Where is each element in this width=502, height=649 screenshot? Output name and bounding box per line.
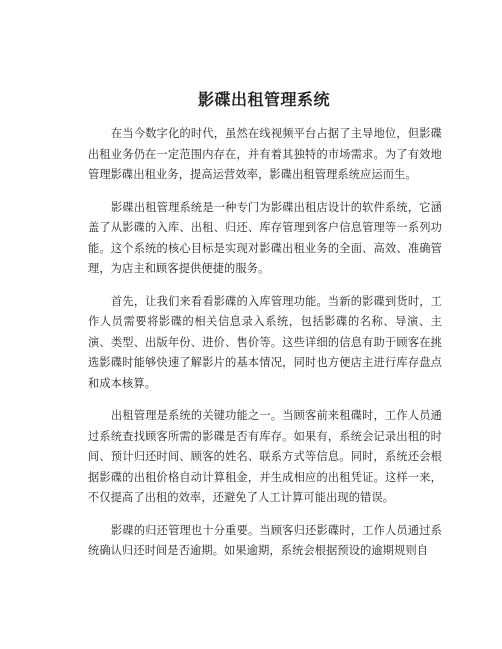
paragraph: 影碟的归还管理也十分重要。当顾客归还影碟时，工作人员通过系统确认归还时间是否逾期。如果逾期，系统会根据预设的逾期规则自	[88, 523, 442, 557]
paragraph: 首先，让我们来看看影碟的入库管理功能。当新的影碟到货时，工作人员需要将影碟的相关信息录入系统，包括影碟的名称、导演、主演、类型、出版年份、进价、售价等。这些详细的信息有助于顾客在挑选影碟时能够快速了解影片的基本情况，同时也方便店主进行库存盘点和成本核算。	[88, 294, 442, 390]
paragraph: 出租管理是系统的关键功能之一。当顾客前来租碟时，工作人员通过系统查找顾客所需的影碟是否有库存。如果有，系统会记录出租的时间、预计归还时间、顾客的姓名、联系方式等信息。同时，系统还会根据影碟的出租价格自动计算租金，并生成相应的出租凭证。这样一来，不仅提高了出租的效率，还避免了人工计算可能出现的错误。	[88, 409, 442, 504]
paragraph: 在当今数字化的时代，虽然在线视频平台占据了主导地位，但影碟出租业务仍在一定范围内存在，并有着其独特的市场需求。为了有效地管理影碟出租业务，提高运营效率，影碟出租管理系统应运而生。	[88, 127, 442, 181]
paragraph: 影碟出租管理系统是一种专门为影碟出租店设计的软件系统，它涵盖了从影碟的入库、出租、归还、库存管理到客户信息管理等一系列功能。这个系统的核心目标是实现对影碟出租业务的全面、高效、准确管理，为店主和顾客提供便捷的服务。	[88, 200, 442, 275]
document-title: 影碟出租管理系统	[197, 90, 330, 109]
